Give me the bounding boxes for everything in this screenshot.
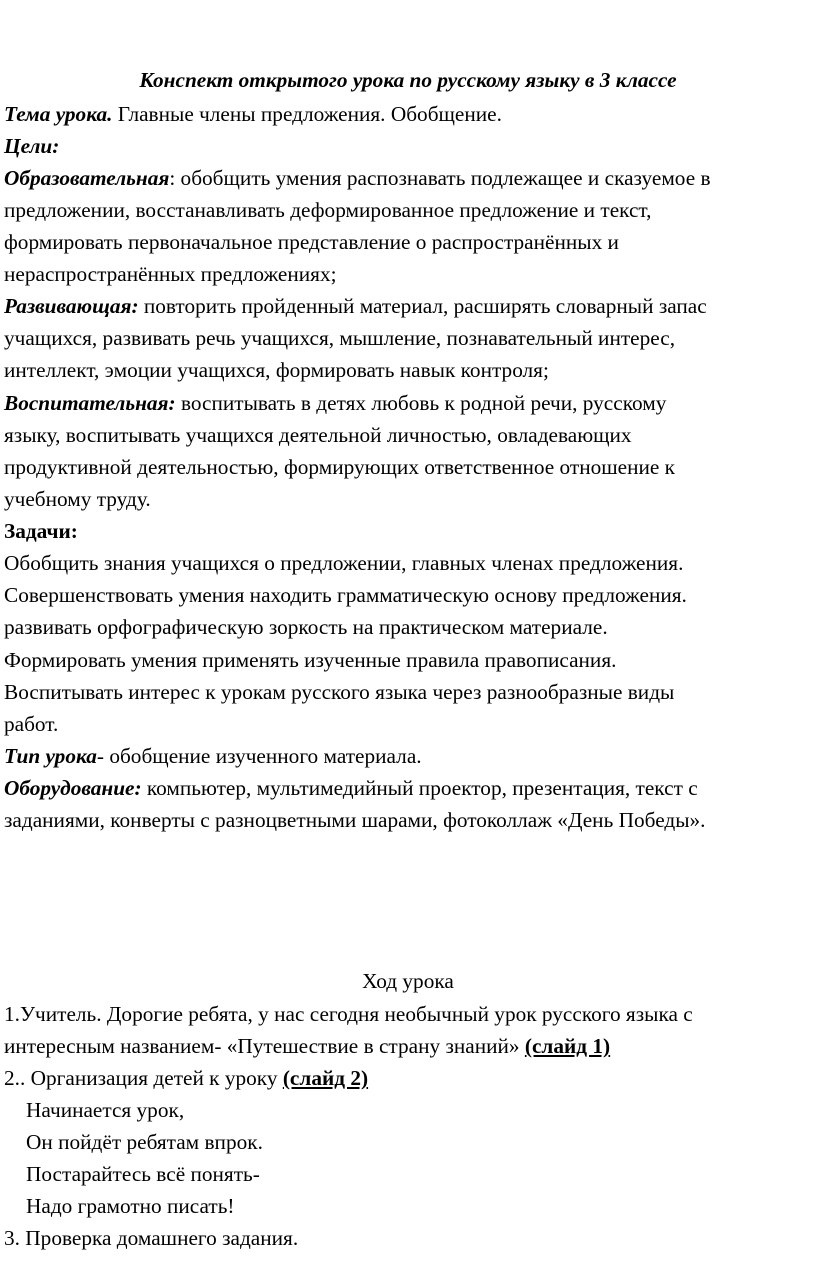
goal-upbringing-line-3: продуктивной деятельностью, формирующих ответственное отношение к	[4, 455, 676, 479]
goal-developing-line-3: интеллект, эмоции учащихся, формировать навык контроля;	[4, 358, 549, 382]
poem-line: Начинается урок,	[26, 1098, 185, 1122]
goal-developing-text: повторить пройденный материал, расширять словарный запас	[138, 294, 707, 318]
equipment-text: компьютер, мультимедийный проектор, презентация, текст с	[141, 776, 698, 800]
goal-developing-line-1	[4, 290, 814, 322]
task-item: Формировать умения применять изученные правила правописания.	[4, 648, 617, 672]
task-item: работ.	[4, 712, 59, 736]
step-1-line-2	[4, 1030, 814, 1062]
task-item: Обобщить знания учащихся о предложении, главных членах предложения.	[4, 551, 684, 575]
topic-text: Главные члены предложения. Обобщение.	[112, 102, 502, 126]
task-item: Совершенствовать умения находить грамматическую основу предложения.	[4, 583, 687, 607]
tasks-label: Задачи:	[4, 519, 78, 543]
lesson-type-label: Тип урока	[4, 744, 97, 768]
goal-developing-line-2: учащихся, развивать речь учащихся, мышление, познавательный интерес,	[4, 326, 676, 350]
goal-educational-line-4: нераспространённых предложениях;	[4, 262, 337, 286]
poem-line: Постарайтесь всё понять-	[26, 1162, 260, 1186]
goal-educational-line-1	[4, 162, 814, 194]
slide-1-reference: (слайд 1)	[524, 1034, 611, 1058]
step-1-line-1: 1.Учитель. Дорогие ребята, у нас сегодня необычный урок русского языка с	[4, 1002, 693, 1026]
goal-upbringing-line-1	[4, 387, 814, 419]
goals-label: Цели:	[4, 134, 60, 158]
goal-developing-label: Развивающая:	[4, 294, 139, 318]
task-item: развивать орфографическую зоркость на практическом материале.	[4, 615, 608, 639]
goal-educational-label: Образовательная	[4, 166, 170, 190]
poem-line: Он пойдёт ребятам впрок.	[26, 1130, 263, 1154]
goal-upbringing-text: воспитывать в детях любовь к родной речи, русскому	[175, 391, 667, 415]
lesson-type-line	[4, 740, 814, 772]
goal-educational-line-3: формировать первоначальное представление о распространённых и	[4, 230, 619, 254]
document-title: Конспект открытого урока по русскому языку в 3 классе	[139, 68, 677, 92]
poem-line: Надо грамотно писать!	[26, 1194, 235, 1218]
goal-upbringing-line-2: языку, воспитывать учащихся деятельной личностью, овладевающих	[4, 423, 632, 447]
goal-upbringing-line-4: учебному труду.	[4, 487, 151, 511]
goal-educational-line-2: предложении, восстанавливать деформированное предложение и текст,	[4, 198, 652, 222]
lesson-type-text: - обобщение изученного материала.	[96, 744, 422, 768]
course-title: Ход урока	[362, 969, 454, 993]
goal-upbringing-label: Воспитательная:	[4, 391, 176, 415]
equipment-line-2: заданиями, конверты с разноцветными шарами, фотоколлаж «День Победы».	[4, 808, 706, 832]
topic-label: Тема урока.	[4, 102, 113, 126]
goal-educational-text: : обобщить умения распознавать подлежащее и сказуемое в	[169, 166, 711, 190]
step-2-text: 2.. Организация детей к уроку	[4, 1066, 283, 1090]
topic-line	[4, 98, 814, 130]
step-3-line: 3. Проверка домашнего задания.	[4, 1226, 299, 1250]
task-item: Воспитывать интерес к урокам русского языка через разнообразные виды	[4, 680, 675, 704]
step-1-text: интересным названием- «Путешествие в страну знаний»	[4, 1034, 525, 1058]
equipment-label: Оборудование:	[4, 776, 142, 800]
equipment-line-1	[4, 772, 814, 804]
slide-2-reference: (слайд 2)	[282, 1066, 369, 1090]
step-2-line	[4, 1062, 814, 1094]
